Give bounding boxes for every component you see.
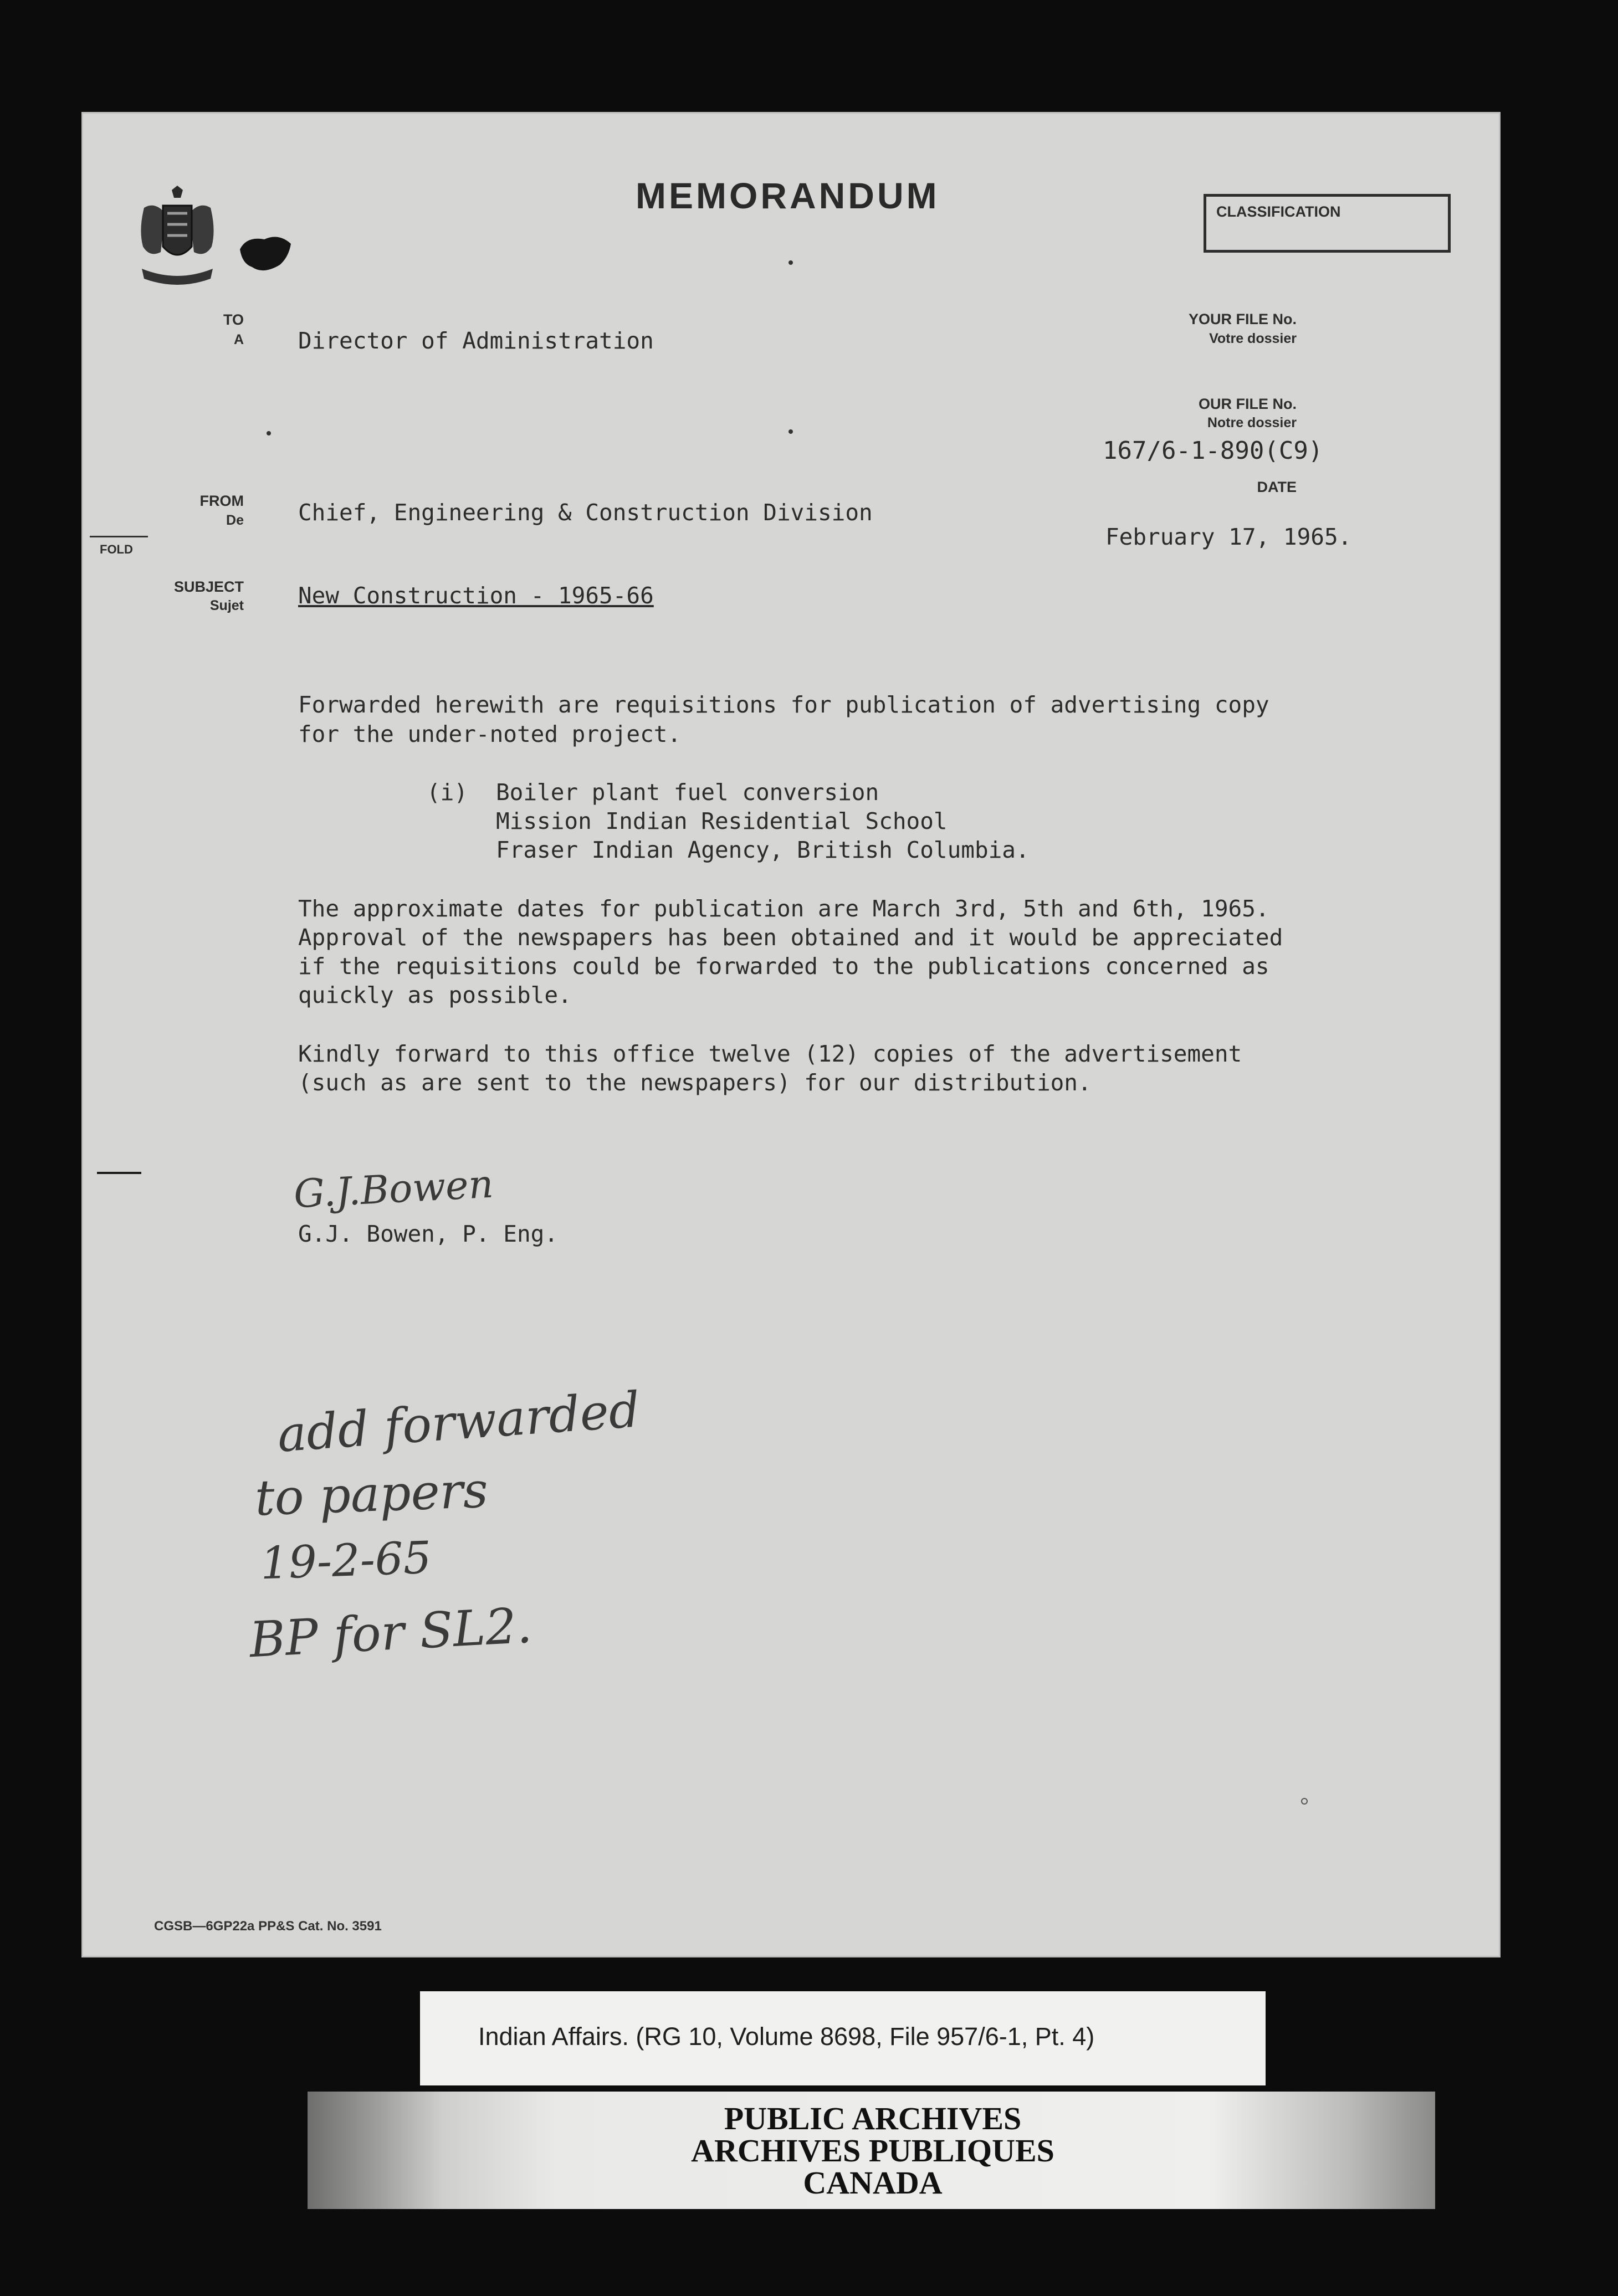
body-paragraph-2: The approximate dates for publication are March 3rd, 5th and 6th, 1965. bbox=[298, 895, 1269, 922]
project-item-line: Mission Indian Residential School bbox=[496, 808, 948, 834]
project-item-line: Fraser Indian Agency, British Columbia. bbox=[496, 837, 1030, 863]
archive-reference-card bbox=[420, 1991, 1266, 2085]
body-paragraph-3: Kindly forward to this office twelve (12) copies of the advertisement bbox=[298, 1041, 1242, 1067]
project-item-number: (i) bbox=[427, 779, 468, 806]
archive-stamp bbox=[593, 2100, 1153, 2201]
archive-reference: Indian Affairs. (RG 10, Volume 8698, File 957/6-1, Pt. 4) bbox=[478, 2022, 1095, 2051]
your-file-label-fr: Votre dossier bbox=[1209, 331, 1297, 346]
archive-stamp-line: PUBLIC ARCHIVES bbox=[724, 2100, 1022, 2136]
date-field: February 17, 1965. bbox=[1105, 524, 1352, 550]
our-file-label-fr: Notre dossier bbox=[1207, 415, 1297, 430]
classification-label: CLASSIFICATION bbox=[1216, 203, 1341, 220]
date-label: DATE bbox=[1257, 479, 1297, 495]
body-paragraph-1: for the under-noted project. bbox=[298, 721, 682, 747]
our-file-label: OUR FILE No. bbox=[1199, 396, 1297, 412]
subject-label-fr: Sujet bbox=[209, 598, 244, 613]
subject-field: New Construction - 1965-66 bbox=[298, 582, 654, 609]
punch-dot bbox=[788, 429, 793, 434]
archive-stamp-line: CANADA bbox=[803, 2165, 943, 2201]
body-paragraph-1: Forwarded herewith are requisitions for publication of advertising copy bbox=[298, 691, 1269, 718]
project-item-line: Boiler plant fuel conversion bbox=[496, 779, 879, 806]
body-paragraph-2: quickly as possible. bbox=[298, 982, 572, 1008]
from-label: FROM bbox=[199, 493, 244, 509]
body-paragraph-3: (such as are sent to the newspapers) for our distribution. bbox=[298, 1069, 1092, 1096]
body-paragraph-2: if the requisitions could be forwarded to the publications concerned as bbox=[298, 953, 1269, 980]
punch-dot bbox=[788, 260, 793, 265]
memo-sheet bbox=[83, 114, 1499, 1956]
our-file-number: 167/6-1-890(C9) bbox=[1103, 437, 1323, 465]
your-file-label: YOUR FILE No. bbox=[1189, 311, 1297, 327]
small-circle-mark bbox=[1301, 1798, 1308, 1805]
signature: G.J.Bowen bbox=[293, 1161, 495, 1217]
handwritten-note-line: 19-2-65 bbox=[259, 1531, 433, 1590]
to-field: Director of Administration bbox=[298, 327, 654, 354]
coat-of-arms-icon bbox=[133, 186, 222, 296]
body-paragraph-2: Approval of the newspapers has been obtained and it would be appreciated bbox=[298, 924, 1283, 951]
form-number: CGSB—6GP22a PP&S Cat. No. 3591 bbox=[154, 1919, 382, 1934]
fold-line bbox=[90, 536, 148, 537]
punch-dot bbox=[267, 431, 271, 435]
classification-box bbox=[1204, 194, 1451, 253]
handwritten-note-line: to papers bbox=[254, 1461, 489, 1527]
fold-label: FOLD bbox=[100, 542, 133, 556]
archive-stamp-line: ARCHIVES PUBLIQUES bbox=[691, 2133, 1054, 2169]
ink-blot bbox=[235, 233, 296, 277]
handwritten-note-line: add forwarded bbox=[275, 1381, 642, 1463]
handwritten-note-line: BP for SL2. bbox=[248, 1596, 534, 1669]
to-label: TO bbox=[223, 311, 244, 328]
to-label-fr: A bbox=[233, 332, 244, 347]
margin-mark bbox=[97, 1172, 141, 1174]
subject-label: SUBJECT bbox=[173, 578, 244, 595]
from-label-fr: De bbox=[226, 512, 244, 528]
from-field: Chief, Engineering & Construction Division bbox=[298, 499, 873, 526]
signatory-name: G.J. Bowen, P. Eng. bbox=[298, 1221, 558, 1247]
memo-title: MEMORANDUM bbox=[636, 175, 940, 216]
